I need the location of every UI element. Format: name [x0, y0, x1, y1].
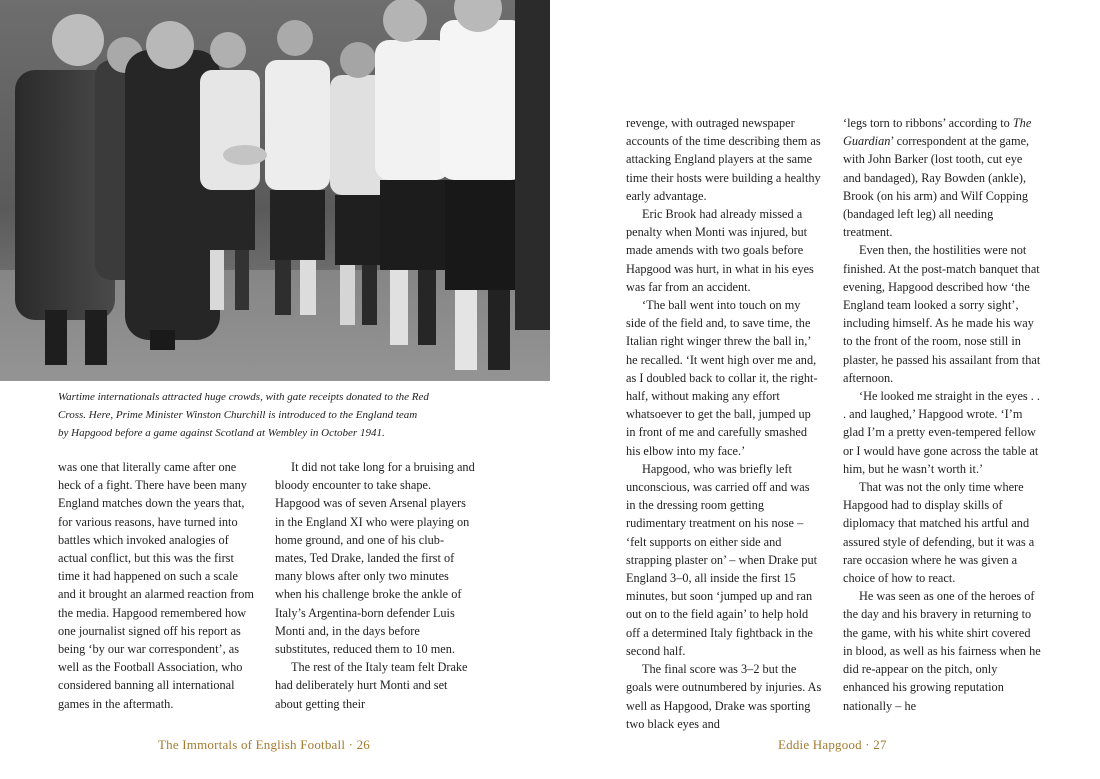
folio-left: The Immortals of English Football · 26 [158, 737, 370, 752]
photo-caption: Wartime internationals attracted huge crowds, with gate receipts donated to the Red Cross. Here, Prime Minister Winston Churchill is introduced to the England team by Hapgood before a game against Scotland at Wembley in October 1941. [58, 391, 429, 439]
paragraph: Even then, the hostilities were not finished. At the post-match banquet that evening, Hapgood described how ‘the England team looked a sorry sight’, including himself. As he made his way to the front of the room, nose still in plaster, he passed his assailant from that afternoon. [843, 243, 1041, 385]
text-run: ‘legs torn to ribbons’ according to [843, 116, 1013, 130]
folio-right: Eddie Hapgood · 27 [778, 737, 887, 752]
publication-title: The Guardian [843, 116, 1032, 149]
left-page-column-1 [58, 458, 258, 713]
paragraph: was one that literally came after one heck of a fight. There have been many England matches down the years that, for various reasons, have turned into battles which invoked analogies of actual conflict, but this was the first time it had happened on such a scale and it brought an alarmed reaction from the media. Hapgood remembered how one journalist signed off his report as being ‘by our war correspondent’, as well as the Football Association, who considered banning all international games in the aftermath. [58, 460, 254, 711]
paragraph: It did not take long for a bruising and bloody encounter to take shape. Hapgood was of seven Arsenal players in the England XI who were playing on home ground, and one of his club-mates, Ted Drake, landed the first of many blows after only two minutes when his challenge broke the ankle of Italy’s Argentina-born defender Luis Monti and, in the days before substitutes, reduced them to 10 men. [275, 460, 475, 657]
paragraph: That was not the only time where Hapgood had to display skills of diplomacy that matched his artful and assured style of defending, but it was a rare occasion where he was given a choice of how to react. [843, 480, 1035, 586]
paragraph: Hapgood, who was briefly left unconscious, was carried off and was in the dressing room getting rudimentary treatment on his nose – ‘felt supports on either side and strapping plaster on’ – when Drake put England 3–0, all inside the first 15 minutes, but soon ‘jumped up and ran out on to the field again’ to help hold off a determined Italy fightback in the second half. [626, 461, 818, 658]
paragraph: ‘He looked me straight in the eyes . . . and laughed,’ Hapgood wrote. ‘I’m glad I’m a pretty even-tempered fellow or I would have gone across the table at him, but he wasn’t worth it.’ [843, 389, 1040, 476]
right-page-column-1 [626, 114, 822, 733]
left-page-column-2 [275, 458, 475, 713]
paragraph: The rest of the Italy team felt Drake had deliberately hurt Monti and set about getting their [275, 660, 468, 711]
paragraph: revenge, with outraged newspaper accounts of the time describing them as attacking England players at the same time their hosts were building a healthy early advantage. [626, 116, 821, 203]
paragraph: He was seen as one of the heroes of the day and his bravery in returning to the game, with his white shirt covered in blood, as well as his fairness when he did re-appear on the pitch, only enhanced his growing reputation nationally – he [843, 589, 1041, 713]
right-page [550, 0, 1100, 779]
churchill-team-photo [0, 0, 550, 381]
paragraph: ‘The ball went into touch on my side of the field and, to save time, the Italian right winger threw the ball in,’ he recalled. ‘It went high over me and, as I doubled back to collar it, the right-half, without making any effort whatsoever to get the ball, jumped up in front of me and carefully smashed his elbow into my face.’ [626, 298, 818, 458]
paragraph: The final score was 3–2 but the goals were outnumbered by injuries. As well as Hapgood, Drake was sporting two black eyes and [626, 662, 822, 731]
paragraph: Eric Brook had already missed a penalty when Monti was injured, but made amends with two goals before Hapgood was hurt, in what in his eyes was far from an accident. [626, 207, 814, 294]
paragraph [843, 114, 1043, 241]
text-run: ’ correspondent at the game, with John Barker (lost tooth, cut eye and bandaged), Ray Bowden (ankle), Brook (on his arm) and Wilf Copping (bandaged left leg) all needing treatment. [843, 134, 1030, 240]
right-page-column-2 [843, 114, 1043, 715]
